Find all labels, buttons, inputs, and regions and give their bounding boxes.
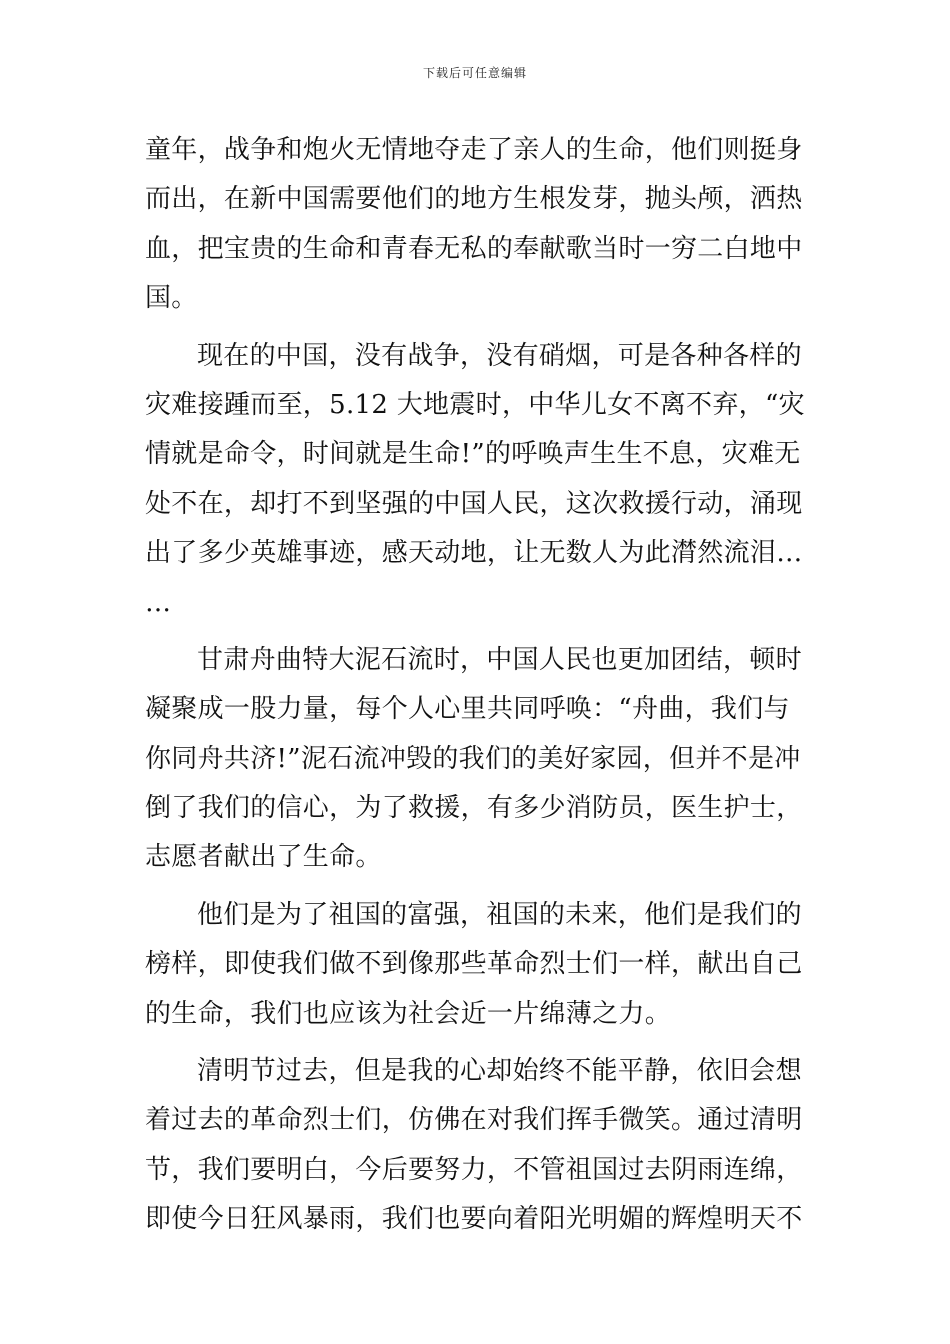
- text-line: 出了多少英雄事迹，感天动地，让无数人为此潸然流泪…: [145, 538, 803, 569]
- text-line: 清明节过去，但是我的心却始终不能平静，依旧会想: [197, 1056, 802, 1087]
- text-line: 血，把宝贵的生命和青春无私的奉献歌当时一穷二白地中: [145, 233, 803, 264]
- text-line: 节，我们要明白，今后要努力，不管祖国过去阴雨连绵，: [145, 1154, 803, 1185]
- text-line: …: [145, 587, 172, 618]
- paragraph-3: [145, 636, 809, 883]
- text-line: 榜样，即使我们做不到像那些革命烈士们一样，献出自己: [145, 949, 803, 980]
- text-line: 着过去的革命烈士们，仿佛在对我们挥手微笑。通过清明: [145, 1105, 803, 1136]
- page-header: 下载后可任意编辑: [422, 66, 527, 80]
- paragraph-5: [145, 1047, 809, 1245]
- paragraph-1: [145, 126, 809, 324]
- text-line: 甘肃舟曲特大泥石流时，中国人民也更加团结，顿时: [197, 644, 802, 675]
- text-line: 而出，在新中国需要他们的地方生根发芽，抛头颅，洒热: [145, 184, 803, 215]
- paragraph-2: [145, 332, 809, 628]
- text-line: 国。: [145, 283, 198, 314]
- text-line: 你同舟共济!”泥石流冲毁的我们的美好家园，但并不是冲: [145, 743, 801, 774]
- text-line: 倒了我们的信心，为了救援，有多少消防员，医生护士，: [145, 793, 803, 824]
- text-line: 即使今日狂风暴雨，我们也要向着阳光明媚的辉煌明天不: [145, 1204, 803, 1235]
- text-line: 童年，战争和炮火无情地夺走了亲人的生命，他们则挺身: [145, 135, 803, 165]
- text-line: 灾难接踵而至，5.12 大地震时，中华儿女不离不弃，“灾: [145, 389, 805, 420]
- text-line: 他们是为了祖国的富强，祖国的未来，他们是我们的: [197, 899, 802, 930]
- document-body: [145, 126, 809, 1245]
- text-line: 志愿者献出了生命。: [145, 842, 382, 873]
- text-line: 凝聚成一股力量，每个人心里共同呼唤：“舟曲，我们与: [145, 694, 790, 725]
- text-line: 的生命，我们也应该为社会近一片绵薄之力。: [145, 998, 672, 1029]
- text-line: 情就是命令，时间就是生命!”的呼唤声生生不息，灾难无: [145, 439, 801, 470]
- text-line: 现在的中国，没有战争，没有硝烟，可是各种各样的: [197, 340, 802, 371]
- paragraph-4: [145, 891, 809, 1039]
- text-line: 处不在，却打不到坚强的中国人民，这次救援行动，涌现: [145, 488, 803, 519]
